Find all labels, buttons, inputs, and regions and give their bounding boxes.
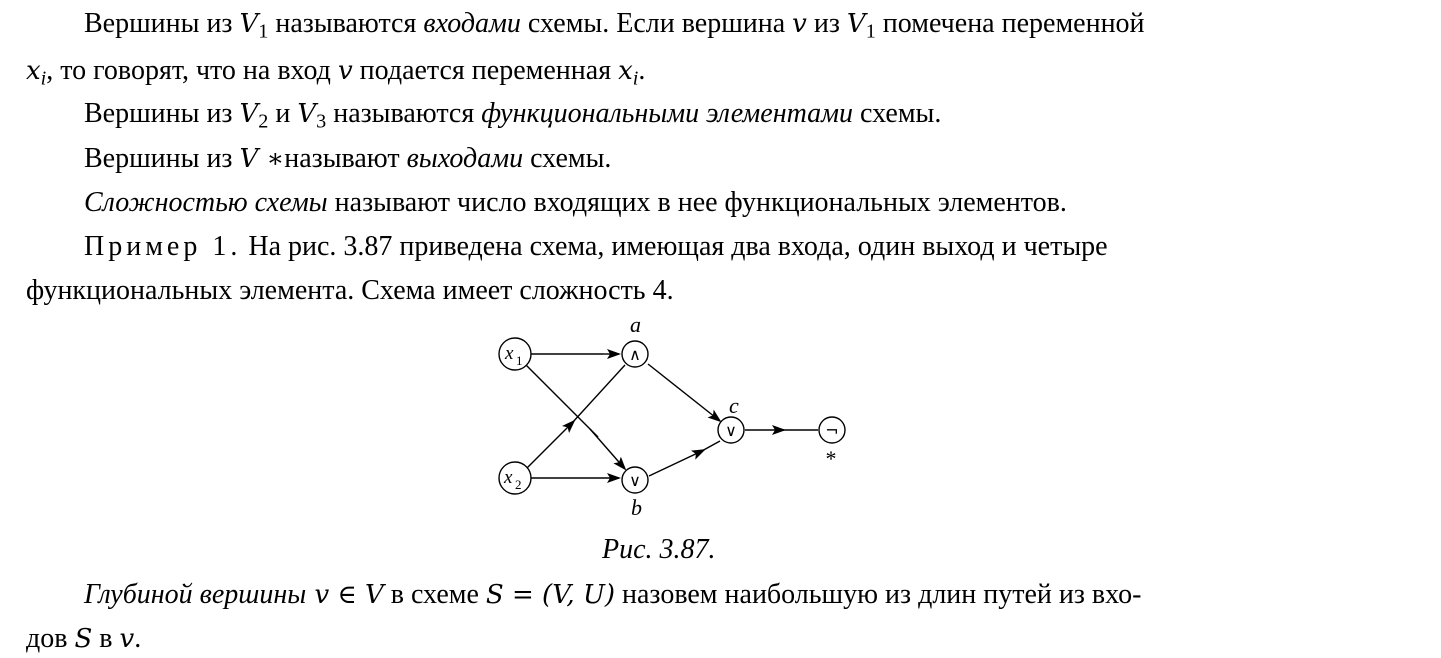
text: помечена переменной — [875, 8, 1145, 39]
emphasis-term: выходами — [406, 143, 524, 174]
text: . — [638, 55, 646, 86]
or-operator-icon: ∨ — [629, 471, 641, 490]
math-subscript: 1 — [865, 20, 876, 43]
node-c-or — [718, 393, 744, 443]
diagram-edges — [526, 354, 818, 478]
node-a-and — [622, 312, 648, 367]
text: называются — [268, 8, 424, 39]
node-label-b: b — [631, 495, 642, 520]
math-var: v — [119, 624, 135, 654]
node-b-or — [622, 467, 648, 520]
edge-x1-b-head — [590, 429, 625, 469]
node-var: x — [505, 343, 514, 364]
not-operator-icon: ¬ — [825, 421, 839, 440]
or-operator-icon: ∨ — [725, 421, 737, 440]
text: , то говорят, что на вход — [46, 55, 338, 86]
emphasis-term: входами — [423, 8, 521, 39]
math-subscript: i — [632, 67, 639, 90]
math-var: v — [337, 56, 353, 86]
paragraph-depth-definition — [84, 579, 1141, 611]
math-var: S — [74, 624, 93, 654]
text: Вершины из — [84, 8, 240, 39]
node-label-c: c — [729, 393, 739, 418]
edge-x2-a-head — [526, 421, 574, 469]
text: схемы. Если вершина — [520, 8, 793, 39]
node-output-not — [819, 417, 845, 471]
paragraph-depth-continued — [26, 623, 141, 655]
math-var: V — [239, 9, 259, 39]
text: в — [92, 623, 120, 654]
math-var: v — [792, 9, 807, 39]
text: схемы. — [853, 98, 942, 129]
output-marker: * — [825, 446, 837, 471]
emphasis-term: Сложностью схемы — [84, 187, 328, 218]
math-expression: v ∈ V — [306, 580, 384, 610]
math-subscript: 1 — [258, 20, 269, 43]
example-label: Пример 1. — [84, 231, 242, 262]
edge-b-c-head — [649, 450, 704, 476]
text: подается переменная — [352, 55, 619, 86]
node-label-a: a — [630, 312, 641, 337]
math-var: x — [618, 56, 633, 86]
node-x2 — [499, 462, 531, 494]
text: в схеме — [383, 579, 486, 610]
math-var: V — [297, 99, 317, 129]
node-circle — [499, 338, 531, 370]
text: . — [134, 623, 142, 654]
text: из — [806, 8, 847, 39]
math-var: V ∗ — [239, 144, 285, 174]
text: Вершины из — [84, 98, 240, 129]
math-var: V — [239, 99, 259, 129]
text: называются — [326, 98, 482, 129]
edge-a-c — [648, 364, 720, 421]
node-var: x — [504, 467, 513, 488]
node-subscript: 2 — [515, 477, 522, 492]
math-subscript: i — [40, 67, 47, 90]
text: схемы. — [523, 143, 612, 174]
edge-b-c — [700, 441, 720, 452]
text: дов — [26, 623, 75, 654]
text: На рис. 3.87 приведена схема, имеющая два входа, один выход и четыре — [241, 231, 1108, 262]
text: назовем наибольшую из длин путей из вхо- — [615, 579, 1142, 610]
text: называют число входящих в нее функциональных элементов. — [327, 187, 1067, 218]
text: функциональных элемента. Схема имеет сложность 4. — [26, 275, 674, 306]
math-expression: S = (V, U) — [485, 580, 616, 610]
text: и — [268, 98, 298, 129]
and-operator-icon: ∧ — [629, 345, 641, 364]
edge-x1-b — [526, 365, 598, 437]
edge-x2-a — [572, 365, 625, 423]
emphasis-term: функциональными элементами — [481, 98, 854, 129]
math-var: x — [26, 56, 41, 86]
emphasis-term: Глубиной вершины — [84, 579, 307, 610]
math-subscript: 2 — [258, 110, 269, 133]
node-x1 — [499, 338, 531, 370]
figure-caption: Рис. 3.87. — [602, 534, 716, 565]
math-var: V — [846, 9, 866, 39]
math-subscript: 3 — [316, 110, 327, 133]
node-subscript: 1 — [516, 353, 523, 368]
text: Вершины из — [84, 143, 240, 174]
text: называют — [284, 143, 407, 174]
